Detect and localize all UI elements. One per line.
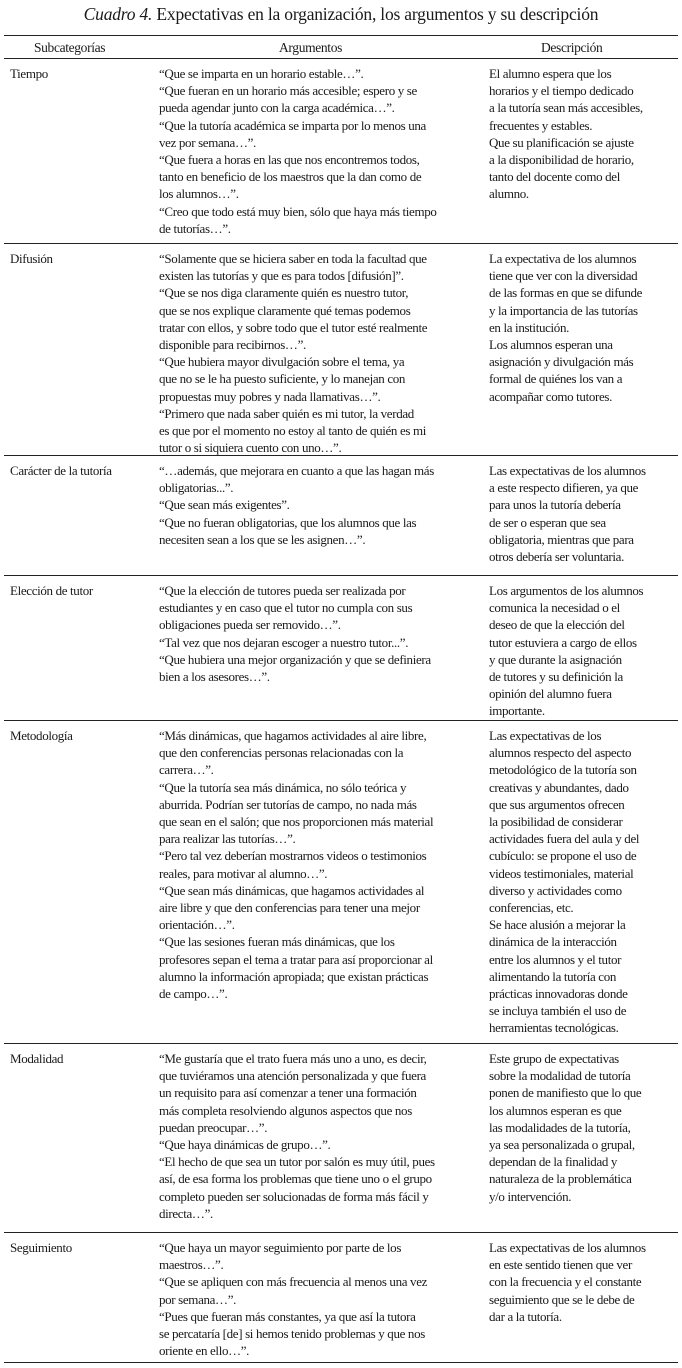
text-line: que no se le ha puesto suficiente, y lo manejan con [159,371,406,387]
text-line: disponible para recibirnos…”. [159,337,306,353]
text-line: “Creo que todo está muy bien, sólo que haya más tiempo [159,203,437,219]
text-line: deseo de que la elección del [489,617,625,633]
text-line: de tutorías…”. [159,220,231,236]
text-line: “Pero tal vez deberían mostrarnos videos o testimonios [159,848,427,864]
text-line: “Que hubiera mayor divulgación sobre el tema, ya [159,354,405,370]
arguments-cell [159,727,433,1002]
text-line: las modalidades de la tutoría, [489,1119,631,1135]
description-cell [489,727,639,1037]
text-line: con la frecuencia y el constante [489,1274,642,1290]
text-line: profesores sepan el tema a tratar para así proporcionar al [159,951,433,967]
text-line: a este respecto difieren, ya que [489,480,639,496]
text-line: para unos la tutoría debería [489,497,621,513]
text-line: Los argumentos de los alumnos [489,583,644,598]
text-line: en la institución. [489,319,569,335]
text-line: “…además, que mejorara en cuanto a que las hagan más [159,463,434,478]
text-line: puedan preocupar…”. [159,1119,268,1135]
text-line: se percataría [de] si hemos tenido problemas y que nos [159,1326,425,1342]
header-descripcion: Descripción [541,40,603,55]
text-line: necesiten sean a los que se les asignen…”. [159,531,366,547]
text-line: actividades fuera del aula y del [489,831,640,847]
text-line: aburrida. Podrían ser tutorías de campo, no nada más [159,796,417,812]
text-line: “El hecho de que sea un tutor por salón es muy útil, pues [159,1154,435,1170]
caption-text: Expectativas en la organización, los argumentos y su descripción [156,4,599,24]
text-line: “Que haya dinámicas de grupo…”. [159,1137,331,1153]
text-line: opinión del alumno fuera [489,686,612,702]
text-line: “Tal vez que nos dejaran escoger a nuestro tutor...”. [159,634,409,650]
text-line: más completa resolviendo algunos aspectos que nos [159,1102,412,1118]
text-line: herramientas tecnológicas. [489,1020,619,1036]
table-header [4,36,678,59]
table-row [4,59,678,244]
expectations-table [4,35,678,1363]
text-line: a la disponibilidad de horario, [489,152,634,168]
header-argumentos: Argumentos [279,40,342,55]
subcategory-cell: Difusión [10,251,53,266]
text-line: prácticas innovadoras donde [489,986,628,1002]
text-line: Las expectativas de los [489,728,602,743]
text-line: “Que fueran en un horario más accesible; espero y se [159,83,417,99]
description-cell [489,582,643,720]
text-line: a la tutoría sean más accesibles, [489,100,643,116]
text-line: entre los alumnos y el tutor [489,951,622,967]
text-line: videos testimoniales, material [489,865,634,881]
table-row [4,244,678,456]
text-line: tanto en beneficio de los maestros que la dan como de [159,169,422,185]
text-line: obligaciones pueda ser removido…”. [159,617,341,633]
text-line: alumno. [489,186,529,202]
text-line: que den conferencias personas relacionadas con la [159,745,404,761]
text-line: existen las tutorías y que es para todos [difusión]”. [159,268,404,284]
text-line: ya sea personalizada o grupal, [489,1137,635,1153]
text-line: metodológico de la tutoría son [489,762,637,778]
table-body [4,59,678,1363]
text-line: Las expectativas de los alumnos [489,1240,646,1255]
text-line: “Que hubiera una mejor organización y que se definiera [159,651,431,667]
text-line: Las expectativas de los alumnos [489,463,646,478]
text-line: obligatorias...”. [159,480,234,496]
text-line: de ser o esperan que sea [489,514,606,530]
text-line: “Que la tutoría sea más dinámica, no sólo teórica y [159,779,407,795]
text-line: “Que se imparta en un horario estable…”. [159,66,364,81]
text-line: maestros…”. [159,1257,224,1273]
text-line: carrera…”. [159,762,214,778]
subcategory-cell: Elección de tutor [10,583,93,598]
text-line: cubículo: se propone el uso de [489,848,637,864]
text-line: “Que sean más dinámicas, que hagamos actividades al [159,882,425,898]
table-row [4,721,678,1044]
text-line: “Que sean más exigentes”. [159,497,290,513]
text-line: y que durante la asignación [489,651,622,667]
arguments-cell [159,582,431,685]
text-line: tratar con ellos, y sobre todo que el tutor esté realmente [159,319,428,335]
text-line: bien a los asesores…”. [159,669,270,685]
text-line: creativas y abundantes, dado [489,779,629,795]
text-line: completo pueden ser solucionadas de forma más fácil y [159,1188,429,1204]
text-line: vez por semana…”. [159,134,256,150]
text-line: un requisito para así comenzar a tener una formación [159,1085,417,1101]
text-line: obligatoria, mientras que para [489,531,634,547]
text-line: “Pues que fueran más constantes, ya que así la tutora [159,1308,416,1324]
description-cell [489,65,643,203]
text-line: los alumnos esperan es que [489,1102,622,1118]
text-line: orientación…”. [159,917,235,933]
text-line: tutor estuviera a cargo de ellos [489,634,637,650]
text-line: “Primero que nada saber quién es mi tutor, la verdad [159,405,414,421]
text-line: en este sentido tienen que ver [489,1257,632,1273]
subcategory-cell: Carácter de la tutoría [10,463,112,478]
text-line: comunica la necesidad o el [489,600,620,616]
text-line: El alumno espera que los [489,66,612,81]
text-line: dar a la tutoría. [489,1308,562,1324]
subcategory-cell: Seguimiento [10,1240,72,1255]
text-line: naturaleza de la problemática [489,1171,632,1187]
text-line: tiene que ver con la diversidad [489,268,638,284]
arguments-cell [159,65,437,237]
text-line: formal de quiénes los van a [489,371,623,387]
text-line: estudiantes y en caso que el tutor no cumpla con sus [159,600,413,616]
text-line: acompañar como tutores. [489,388,612,404]
text-line: de campo…”. [159,986,228,1002]
text-line: y la importancia de las tutorías [489,302,638,318]
text-line: “Que no fueran obligatorias, que los alumnos que las [159,514,417,530]
table-row [4,1233,678,1363]
text-line: alimentando la tutoría con [489,968,616,984]
text-line: Se hace alusión a mejorar la [489,917,626,933]
description-cell [489,1239,646,1325]
text-line: “Que la elección de tutores pueda ser realizada por [159,583,406,598]
text-line: conferencias, etc. [489,900,574,916]
text-line: “Que fuera a horas en las que nos encontremos todos, [159,152,420,168]
text-line: Los alumnos esperan una [489,337,613,353]
text-line: que tuviéramos una atención personalizada y que fuera [159,1068,426,1084]
subcategory-cell: Tiempo [10,66,48,81]
caption-prefix: Cuadro 4. [83,4,153,24]
text-line: alumno la información apropiada; que existan prácticas [159,968,429,984]
text-line: diverso y actividades como [489,882,622,898]
text-line: seguimiento que se le debe de [489,1291,635,1307]
header-subcategorias: Subcategorías [34,40,106,55]
description-cell [489,250,642,405]
subcategory-cell: Modalidad [10,1051,64,1066]
text-line: dinámica de la interacción [489,934,617,950]
table-row [4,456,678,576]
text-line: directa…”. [159,1205,213,1221]
text-line: “Que haya un mayor seguimiento por parte de los [159,1240,402,1255]
text-line: frecuentes y estables. [489,117,593,133]
text-line: otros debería ser voluntaria. [489,549,624,565]
text-line: que sus argumentos ofrecen [489,796,625,812]
text-line: es que por el momento no estoy al tanto de quién es mi [159,423,427,439]
text-line: “Que se nos diga claramente quién es nuestro tutor, [159,285,409,301]
text-line: así, de esa forma los problemas que tiene uno o el grupo [159,1171,432,1187]
table-row [4,576,678,721]
text-line: “Solamente que se hiciera saber en toda la facultad que [159,251,427,266]
text-line: alumnos respecto del aspecto [489,745,632,761]
text-line: de las formas en que se difunde [489,285,643,301]
text-line: horarios y el tiempo dedicado [489,83,634,99]
text-line: por semana…”. [159,1291,237,1307]
text-line: y/o intervención. [489,1188,572,1204]
text-line: sobre la modalidad de tutoría [489,1068,631,1084]
text-line: “Que las sesiones fueran más dinámicas, que los [159,934,395,950]
arguments-cell [159,1050,435,1222]
text-line: importante. [489,703,545,719]
text-line: pueda agendar junto con la carga académica…”. [159,100,395,116]
text-line: se incluya también el uso de [489,1003,627,1019]
text-line: La expectativa de los alumnos [489,251,637,266]
arguments-cell [159,1239,427,1359]
text-line: la posibilidad de considerar [489,814,623,830]
text-line: ponen de manifiesto que lo que [489,1085,642,1101]
text-line: reales, para motivar al alumno…”. [159,865,328,881]
text-line: tanto del docente como del [489,169,620,185]
arguments-cell [159,462,434,548]
text-line: Este grupo de expectativas [489,1051,619,1066]
text-line: “Que se apliquen con más frecuencia al menos una vez [159,1274,428,1290]
description-cell [489,1050,641,1205]
text-line: oriente en ello…”. [159,1343,250,1359]
text-line: tutor o si siquiera cuento con uno…”. [159,440,342,456]
text-line: “Me gustaría que el trato fuera más uno a uno, es decir, [159,1051,427,1066]
text-line: para realizar las tutorías…”. [159,831,296,847]
table-caption [0,4,682,25]
text-line: que se nos explique claramente qué temas podemos [159,302,411,318]
text-line: que sean en el salón; que nos proporcionen más material [159,814,434,830]
text-line: los alumnos…”. [159,186,239,202]
text-line: aire libre y que den conferencias para tener una mejor [159,900,420,916]
text-line: Que su planificación se ajuste [489,134,634,150]
text-line: dependan de la finalidad y [489,1154,618,1170]
subcategory-cell: Metodología [10,728,73,743]
text-line: “Que la tutoría académica se imparta por lo menos una [159,117,426,133]
text-line: “Más dinámicas, que hagamos actividades al aire libre, [159,728,427,743]
text-line: de tutores y su definición la [489,669,623,685]
description-cell [489,462,646,565]
text-line: propuestas muy pobres y nada llamativas…”. [159,388,381,404]
text-line: asignación y divulgación más [489,354,634,370]
table-row [4,1044,678,1233]
arguments-cell [159,250,427,456]
